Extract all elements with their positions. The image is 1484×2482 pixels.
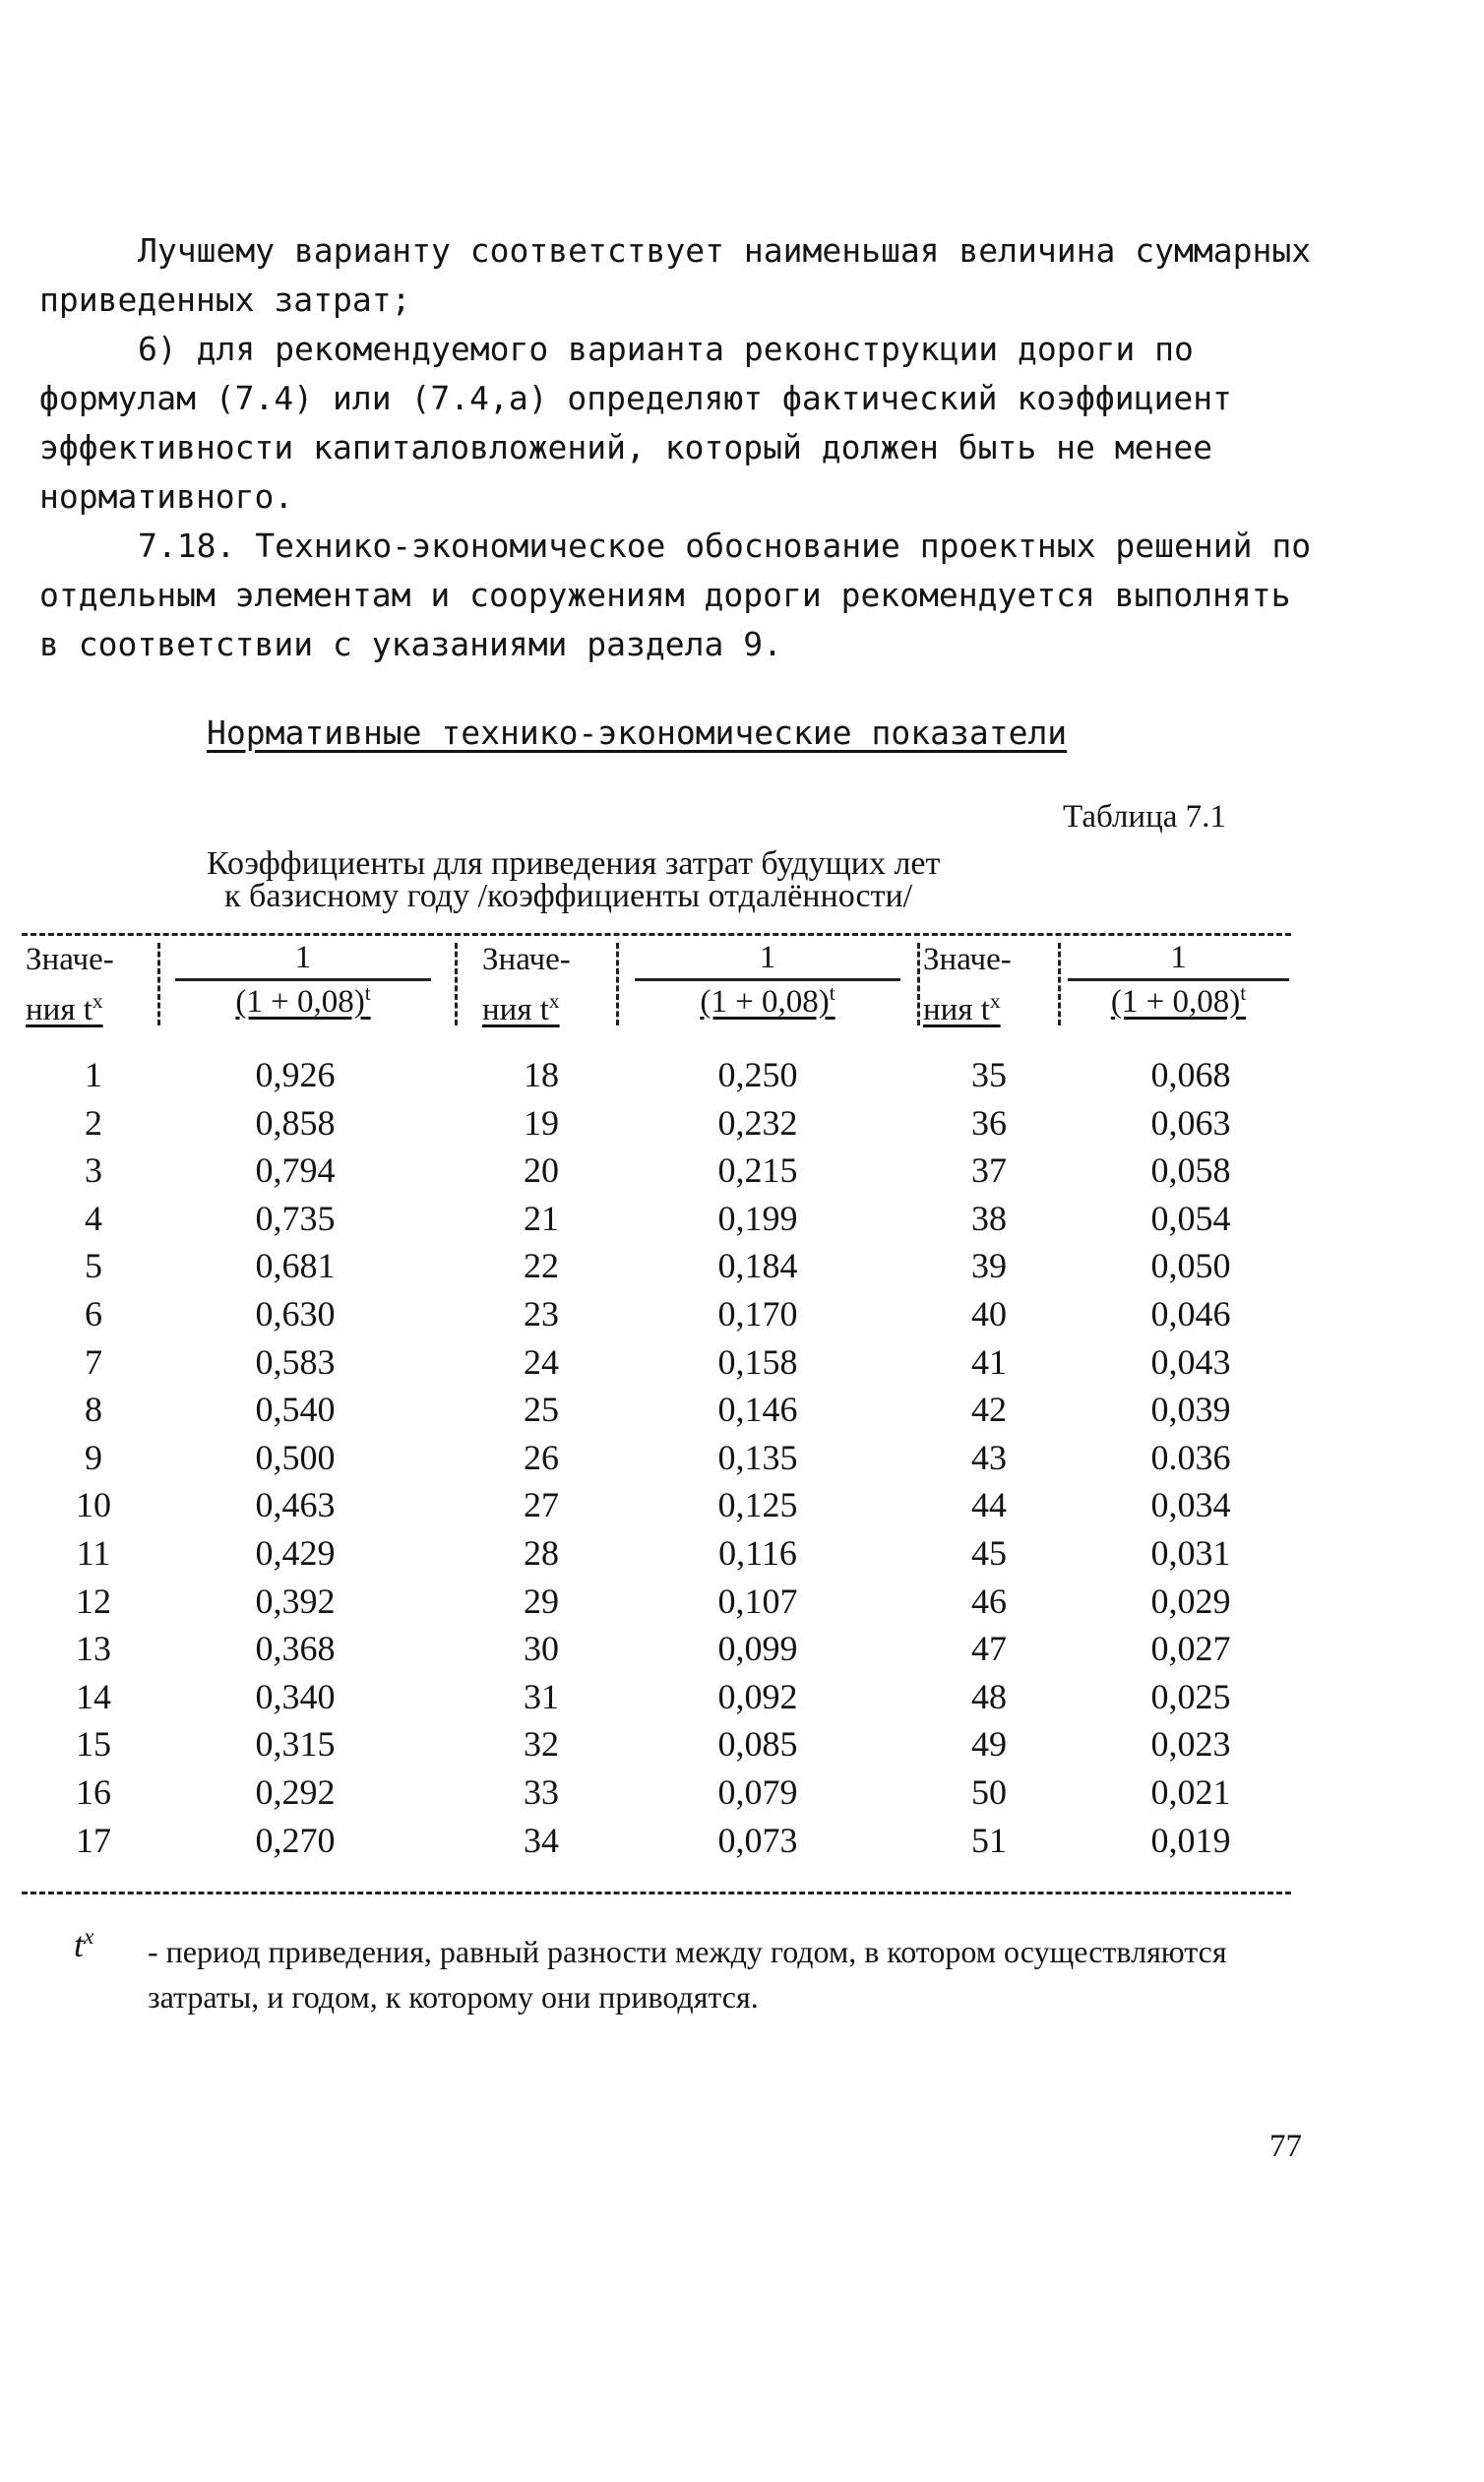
fraction-denominator: (1 + 0,08) [1110, 984, 1241, 1020]
table-cell-coefficient: 0,029 [1150, 1581, 1231, 1621]
table-cell-t: 49 [971, 1724, 1007, 1765]
table-cell-t: 39 [971, 1246, 1007, 1286]
page-number: 77 [1269, 2129, 1302, 2164]
table-cell-t: 2 [85, 1102, 102, 1143]
fraction-numerator: 1 [635, 940, 900, 981]
table-cell-coefficient: 0,034 [1150, 1485, 1231, 1525]
table-cell-t: 30 [524, 1629, 559, 1669]
table-cell-coefficient: 0,858 [255, 1102, 336, 1143]
table-cell-coefficient: 0,463 [255, 1485, 336, 1525]
table-cell-coefficient: 0,023 [1150, 1724, 1231, 1765]
table-cell-coefficient: 0,073 [717, 1820, 798, 1860]
table-cell-t: 48 [971, 1676, 1007, 1716]
table-cell-coefficient: 0,107 [717, 1581, 798, 1621]
table-column-t-group3 [935, 1051, 1043, 1864]
header-divider [616, 943, 619, 1025]
table-cell-coefficient: 0,039 [1150, 1390, 1231, 1430]
paragraph-7-18: 7.18. Технико-экономическое обоснование проектных решений по отдельным элементам и сооружениям дороги рекомендуется выполнять в соответствии с указаниями раздела 9. [39, 527, 1330, 663]
table-cell-t: 18 [524, 1055, 559, 1094]
table-cell-coefficient: 0,270 [255, 1820, 336, 1860]
header-label-line1: Значе- [26, 942, 114, 977]
header-fraction-col2 [635, 940, 900, 1021]
table-cell-coefficient: 0,184 [717, 1246, 798, 1286]
table-column-t-group1 [39, 1051, 148, 1864]
fraction-denominator: (1 + 0,08) [700, 984, 830, 1020]
footnote-text: - период приведения, равный разности между годом, в котором осуществляются затраты, и годом, к которому они приводятся. [148, 1934, 1227, 2015]
paragraph-best-variant: Лучшему варианту соответствует наименьшая величина суммарных приведенных затрат; [39, 231, 1330, 319]
table-cell-t: 37 [971, 1150, 1007, 1191]
table-cell-coefficient: 0,926 [255, 1055, 336, 1094]
table-caption-line2: к базисному году /коэффициенты отдалённости/ [224, 878, 913, 914]
table-top-rule [22, 933, 1291, 936]
header-label-sup: x [989, 989, 1001, 1013]
table-cell-coefficient: 0,250 [717, 1055, 798, 1094]
table-cell-t: 33 [524, 1771, 559, 1812]
fraction-denominator-sup: t [364, 981, 371, 1005]
table-cell-coefficient: 0,392 [255, 1581, 336, 1621]
table-cell-t: 41 [971, 1341, 1007, 1382]
table-cell-coefficient: 0,315 [255, 1724, 336, 1765]
table-cell-t: 12 [76, 1581, 111, 1621]
table-cell-t: 28 [524, 1532, 559, 1573]
table-cell-coefficient: 0.036 [1150, 1437, 1231, 1477]
table-cell-coefficient: 0,368 [255, 1629, 336, 1669]
table-cell-coefficient: 0,019 [1150, 1820, 1231, 1860]
table-cell-t: 1 [85, 1055, 102, 1094]
header-label-line1: Значе- [482, 942, 571, 977]
section-heading: Нормативные технико-экономические показатели [207, 714, 1068, 752]
table-cell-t: 23 [524, 1293, 559, 1334]
table-cell-t: 45 [971, 1532, 1007, 1573]
table-cell-coefficient: 0,025 [1150, 1676, 1231, 1716]
table-cell-t: 51 [971, 1820, 1007, 1860]
table-number: Таблица 7.1 [1063, 799, 1226, 835]
table-cell-t: 21 [524, 1198, 559, 1238]
table-cell-t: 25 [524, 1390, 559, 1430]
table-cell-t: 24 [524, 1341, 559, 1382]
table-cell-coefficient: 0,794 [255, 1150, 336, 1191]
header-fraction-col1 [175, 940, 431, 1021]
table-cell-t: 6 [85, 1293, 102, 1334]
table-cell-coefficient: 0,027 [1150, 1629, 1231, 1669]
table-cell-t: 43 [971, 1437, 1007, 1477]
table-cell-coefficient: 0,292 [255, 1771, 336, 1812]
table-cell-coefficient: 0,232 [717, 1102, 798, 1143]
fraction-numerator: 1 [1068, 940, 1289, 981]
table-cell-t: 22 [524, 1246, 559, 1286]
header-label-line2: ния t [26, 992, 93, 1027]
table-cell-coefficient: 0,099 [717, 1629, 798, 1669]
table-cell-coefficient: 0,340 [255, 1676, 336, 1716]
table-cell-t: 9 [85, 1437, 102, 1477]
table-bottom-rule [22, 1892, 1291, 1894]
table-cell-coefficient: 0,116 [718, 1532, 797, 1573]
table-cell-coefficient: 0,215 [717, 1150, 798, 1191]
header-divider [917, 943, 920, 1025]
table-cell-coefficient: 0,050 [1150, 1246, 1231, 1286]
table-cell-t: 31 [524, 1676, 559, 1716]
table-cell-coefficient: 0,068 [1150, 1055, 1231, 1094]
table-cell-coefficient: 0,092 [717, 1676, 798, 1716]
footnote-symbol-sup: x [84, 1924, 94, 1950]
table-cell-t: 32 [524, 1724, 559, 1765]
table-cell-coefficient: 0,135 [717, 1437, 798, 1477]
table-cell-t: 17 [76, 1820, 111, 1860]
table-cell-coefficient: 0,146 [717, 1390, 798, 1430]
table-cell-coefficient: 0,158 [717, 1341, 798, 1382]
table-cell-t: 27 [524, 1485, 559, 1525]
header-label-col3 [923, 939, 1012, 1030]
table-cell-coefficient: 0,170 [717, 1293, 798, 1334]
table-cell-t: 36 [971, 1102, 1007, 1143]
table-column-coefficient-group3 [1092, 1051, 1289, 1864]
table-cell-t: 50 [971, 1771, 1007, 1812]
header-label-sup: x [548, 989, 560, 1013]
footnote-symbol-t: t [74, 1925, 85, 1964]
table-cell-t: 3 [85, 1150, 102, 1191]
table-cell-t: 42 [971, 1390, 1007, 1430]
table-cell-coefficient: 0,735 [255, 1198, 336, 1238]
header-divider [455, 943, 458, 1025]
table-cell-coefficient: 0,540 [255, 1390, 336, 1430]
header-label-line2: ния t [482, 992, 549, 1027]
table-cell-coefficient: 0,021 [1150, 1771, 1231, 1812]
table-cell-t: 29 [524, 1581, 559, 1621]
fraction-denominator: (1 + 0,08) [235, 984, 365, 1020]
table-cell-t: 44 [971, 1485, 1007, 1525]
footnote-symbol [74, 1924, 93, 1965]
table-cell-t: 5 [85, 1246, 102, 1286]
table-cell-t: 35 [971, 1055, 1007, 1094]
table-cell-t: 16 [76, 1771, 111, 1812]
table-cell-t: 47 [971, 1629, 1007, 1669]
table-cell-t: 34 [524, 1820, 559, 1860]
table-cell-coefficient: 0,054 [1150, 1198, 1231, 1238]
table-cell-t: 46 [971, 1581, 1007, 1621]
table-column-coefficient-group1 [197, 1051, 394, 1864]
header-label-col2 [482, 939, 571, 1030]
fraction-denominator-sup: t [1240, 981, 1247, 1005]
header-label-line2: ния t [923, 992, 990, 1027]
table-cell-coefficient: 0,031 [1150, 1532, 1231, 1573]
table-caption-line1: Коэффициенты для приведения затрат будущих лет [207, 845, 941, 882]
header-fraction-col3 [1068, 940, 1289, 1021]
table-cell-t: 4 [85, 1198, 102, 1238]
table-cell-t: 15 [76, 1724, 111, 1765]
table-cell-coefficient: 0,583 [255, 1341, 336, 1382]
table-cell-coefficient: 0,079 [717, 1771, 798, 1812]
table-cell-coefficient: 0,630 [255, 1293, 336, 1334]
table-cell-coefficient: 0,058 [1150, 1150, 1231, 1191]
table-cell-coefficient: 0,199 [717, 1198, 798, 1238]
table-cell-coefficient: 0,063 [1150, 1102, 1231, 1143]
table-cell-t: 40 [971, 1293, 1007, 1334]
table-cell-coefficient: 0,500 [255, 1437, 336, 1477]
table-cell-coefficient: 0,429 [255, 1532, 336, 1573]
table-column-t-group2 [482, 1051, 600, 1864]
table-cell-t: 8 [85, 1390, 102, 1430]
table-cell-coefficient: 0,043 [1150, 1341, 1231, 1382]
header-label-col1 [26, 939, 114, 1030]
table-cell-coefficient: 0,085 [717, 1724, 798, 1765]
table-cell-t: 11 [76, 1532, 111, 1573]
table-cell-t: 19 [524, 1102, 559, 1143]
table-cell-t: 26 [524, 1437, 559, 1477]
header-divider [1058, 943, 1061, 1025]
table-cell-coefficient: 0,125 [717, 1485, 798, 1525]
header-label-line1: Значе- [923, 942, 1012, 977]
table-cell-t: 13 [76, 1629, 111, 1669]
table-column-coefficient-group2 [649, 1051, 866, 1864]
fraction-numerator: 1 [175, 940, 431, 981]
table-cell-coefficient: 0,681 [255, 1246, 336, 1286]
header-label-sup: x [92, 989, 103, 1013]
table-cell-t: 38 [971, 1198, 1007, 1238]
table-cell-t: 20 [524, 1150, 559, 1191]
fraction-denominator-sup: t [829, 981, 835, 1005]
paragraph-item-6: 6) для рекомендуемого варианта реконструкции дороги по формулам (7.4) или (7.4,а) определяют фактический коэффициент эффективности капиталовложений, который должен быть не менее нормативного. [39, 330, 1252, 516]
header-divider [157, 943, 160, 1025]
table-cell-coefficient: 0,046 [1150, 1293, 1231, 1334]
table-cell-t: 7 [85, 1341, 102, 1382]
table-cell-t: 14 [76, 1676, 111, 1716]
table-cell-t: 10 [76, 1485, 111, 1525]
